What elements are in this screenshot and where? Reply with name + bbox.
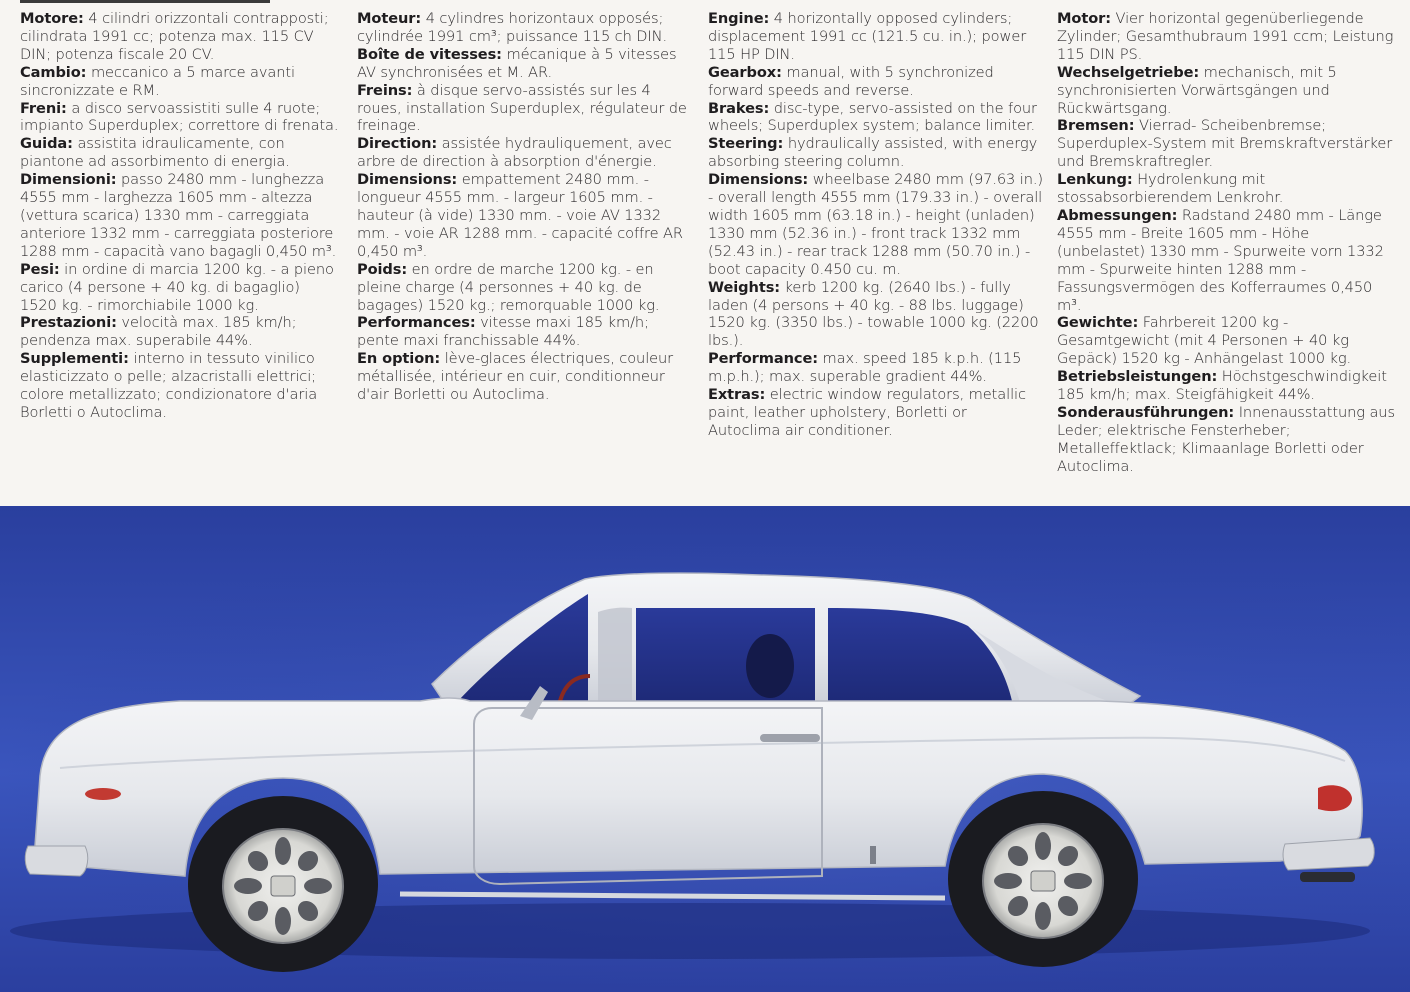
spec-text: 4 horizontally opposed cylinders; displacement 1991 cc (121.5 cu. in.); power 115 HP DIN. xyxy=(708,10,1027,63)
front-bumper xyxy=(25,846,88,876)
spec-text: Hydrolenkung mit stossabsorbierendem Lenkrohr. xyxy=(1057,171,1284,207)
spec-item xyxy=(20,135,340,171)
spec-text: meccanico a 5 marce avanti sincronizzate e RM. xyxy=(20,63,295,99)
spec-label: Supplementi: xyxy=(20,350,129,368)
spec-text: assistée hydrauliquement, avec arbre de direction à absorption d'énergie. xyxy=(357,135,672,171)
front-side-marker xyxy=(85,788,121,800)
top-rule xyxy=(20,0,270,3)
spec-text: vitesse maxi 185 km/h; pente maxi franchissable 44%. xyxy=(357,314,649,350)
spec-item xyxy=(1057,207,1397,314)
spec-item xyxy=(708,350,1043,386)
badge xyxy=(870,846,876,864)
spec-item xyxy=(20,314,340,350)
spec-item xyxy=(20,261,340,315)
spec-text: Fahrbereit 1200 kg - Gesamtgewicht (mit 4 Personen + 40 kg Gepäck) 1520 kg - Anhängelast 1000 kg. xyxy=(1057,314,1352,368)
spec-item xyxy=(708,64,1043,100)
spec-text: max. speed 185 k.p.h. (115 m.p.h.); max. superable gradient 44%. xyxy=(708,350,1022,386)
spec-text: mechanisch, mit 5 synchronisierten Vorwärtsgängen und Rückwärtsgang. xyxy=(1057,63,1337,117)
spec-text: Vier horizontal gegenüberliegende Zylinder; Gesamthubraum 1991 ccm; Leistung 115 DIN PS. xyxy=(1057,10,1394,63)
spec-label: Freins: xyxy=(357,81,413,99)
spec-text: empattement 2480 mm. - longueur 4555 mm. - largeur 1605 mm. - hauteur (à vide) 1330 mm. - voie AV 1332 mm. - voie AR 1288 mm. - capacité coffre AR 0,450 m³. xyxy=(357,171,683,260)
spec-label: Weights: xyxy=(708,278,781,296)
spec-text: mécanique à 5 vitesses AV synchronisées et M. AR. xyxy=(357,45,677,81)
spec-label: Gearbox: xyxy=(708,63,782,81)
spec-label: Sonderausführungen: xyxy=(1057,403,1235,421)
spec-text: manual, with 5 synchronized forward speeds and reverse. xyxy=(708,63,994,99)
spec-label: Performance: xyxy=(708,350,818,368)
spec-item xyxy=(357,10,687,46)
spec-label: Motor: xyxy=(1057,10,1111,27)
spec-item xyxy=(1057,10,1397,64)
spec-text: passo 2480 mm - lunghezza 4555 mm - larghezza 1605 mm - altezza (vettura scarica) 1330 mm - carreggiata anteriore 1332 mm - carreggiata posteriore 1288 mm - capacità vano bagagli 0,450 m³. xyxy=(20,171,337,260)
seat-headrest xyxy=(746,634,794,698)
spec-item xyxy=(357,135,687,171)
spec-text: kerb 1200 kg. (2640 lbs.) - fully laden (4 persons + 40 kg. - 88 lbs. luggage) 1520 kg. (3350 lbs.) - towable 1000 kg. (2200 lbs.). xyxy=(708,278,1039,350)
spec-label: Moteur: xyxy=(357,10,422,27)
spec-item xyxy=(1057,368,1397,404)
spec-text: hydraulically assisted, with energy absorbing steering column. xyxy=(708,135,1038,171)
spec-text: assistita idraulicamente, con piantone ad assorbimento di energia. xyxy=(20,135,290,171)
spec-text: Vierrad- Scheibenbremse; Superduplex-System mit Bremskraftverstärker und Bremskraftregler. xyxy=(1057,117,1393,171)
spec-label: Boîte de vitesses: xyxy=(357,45,502,63)
spec-label: Abmessungen: xyxy=(1057,206,1178,224)
spec-text: 4 cilindri orizzontali contrapposti; cilindrata 1991 cc; potenza max. 115 CV DIN; potenza fiscale 20 CV. xyxy=(20,10,329,63)
spec-item xyxy=(357,82,687,136)
spec-text: 4 cylindres horizontaux opposés; cylindrée 1991 cm³; puissance 115 ch DIN. xyxy=(357,10,667,45)
spec-column-german xyxy=(1057,10,1397,476)
spec-text: in ordine di marcia 1200 kg. - a pieno carico (4 persone + 40 kg. di bagaglio) 1520 kg. - rimorchiabile 1000 kg. xyxy=(20,260,334,314)
spec-label: Poids: xyxy=(357,260,408,278)
spec-label: Steering: xyxy=(708,135,784,153)
spec-item xyxy=(20,10,340,64)
spec-item xyxy=(1057,314,1397,368)
spec-label: Cambio: xyxy=(20,63,87,81)
spec-label: Dimensioni: xyxy=(20,171,117,189)
spec-item xyxy=(708,100,1043,136)
vent-window xyxy=(598,608,632,701)
car-illustration xyxy=(0,506,1410,992)
spec-item xyxy=(357,350,687,404)
spec-item xyxy=(708,10,1043,64)
door-handle xyxy=(760,734,820,742)
spec-item xyxy=(1057,117,1397,171)
spec-text: wheelbase 2480 mm (97.63 in.) - overall length 4555 mm (179.33 in.) - overall width 1605 mm (63.18 in.) - height (unladen) 1330 mm (52.36 in.) - front track 1332 mm (52.43 in.) - rear track 1288 mm (50.70 in.) - boot capacity 0.450 cu. m. xyxy=(708,171,1044,278)
specifications-section xyxy=(0,10,1410,480)
spec-text: Höchstgeschwindigkeit 185 km/h; max. Steigfähigkeit 44%. xyxy=(1057,368,1387,404)
spec-text: Innenausstattung aus Leder; elektrische Fensterheber; Metalleffektlack; Klimaanlage Borletti oder Autoclima. xyxy=(1057,403,1395,475)
spec-item xyxy=(708,386,1043,440)
spec-label: Lenkung: xyxy=(1057,171,1133,189)
spec-text: disc-type, servo-assisted on the four wheels; Superduplex system; balance limiter. xyxy=(708,99,1037,135)
spec-text: lève-glaces électriques, couleur métallisée, intérieur en cuir, conditionneur d'air Borletti ou Autoclima. xyxy=(357,350,674,404)
spec-label: Dimensions: xyxy=(708,171,809,189)
spec-text: electric window regulators, metallic paint, leather upholstery, Borletti or Autoclima air conditioner. xyxy=(708,386,1026,439)
spec-item xyxy=(1057,171,1397,207)
spec-text: a disco servoassistiti sulle 4 ruote; impianto Superduplex; correttore di frenata. xyxy=(20,99,339,135)
spec-label: Motore: xyxy=(20,10,84,27)
spec-label: Dimensions: xyxy=(357,171,458,189)
spec-label: Wechselgetriebe: xyxy=(1057,63,1200,81)
spec-label: Gewichte: xyxy=(1057,314,1139,332)
spec-item xyxy=(1057,64,1397,118)
spec-label: Engine: xyxy=(708,10,770,27)
spec-item xyxy=(20,171,340,261)
spec-item xyxy=(357,46,687,82)
spec-item xyxy=(357,261,687,315)
spec-item xyxy=(20,100,340,136)
car-photo xyxy=(0,506,1410,992)
spec-text: à disque servo-assistés sur les 4 roues, installation Superduplex, régulateur de freinage. xyxy=(357,81,687,135)
spec-label: Prestazioni: xyxy=(20,314,117,332)
spec-label: Brakes: xyxy=(708,99,770,117)
spec-text: velocità max. 185 km/h; pendenza max. superabile 44%. xyxy=(20,314,297,350)
spec-item xyxy=(357,171,687,261)
spec-item xyxy=(357,314,687,350)
spec-column-italian xyxy=(20,10,340,422)
spec-item xyxy=(708,279,1043,351)
spec-text: interno in tessuto vinilico elasticizzato o pelle; alzacristalli elettrici; colore metallizzato; condizionatore d'aria Borletti o Autoclima. xyxy=(20,350,318,421)
spec-item xyxy=(708,135,1043,171)
spec-label: Freni: xyxy=(20,99,67,117)
spec-item xyxy=(1057,404,1397,476)
rear-bumper xyxy=(1283,838,1374,870)
spec-item xyxy=(708,171,1043,278)
spec-label: Betriebsleistungen: xyxy=(1057,368,1218,386)
spec-label: Bremsen: xyxy=(1057,117,1135,135)
spec-text: en ordre de marche 1200 kg. - en pleine charge (4 personnes + 40 kg. de bagages) 1520 kg.; remorquable 1000 kg. xyxy=(357,260,660,314)
spec-column-english xyxy=(708,10,1043,440)
spec-item xyxy=(20,350,340,422)
exhaust xyxy=(1300,872,1355,882)
spec-item xyxy=(20,64,340,100)
spec-label: Direction: xyxy=(357,135,438,153)
spec-column-french xyxy=(357,10,687,404)
spec-label: Guida: xyxy=(20,135,73,153)
spec-label: Pesi: xyxy=(20,260,60,278)
spec-label: Extras: xyxy=(708,386,766,404)
spec-text: Radstand 2480 mm - Länge 4555 mm - Breite 1605 mm - Höhe (unbelastet) 1330 mm - Spurweite vorn 1332 mm - Spurweite hinten 1288 mm - Fassungsvermögen des Kofferraumes 0,450 m³. xyxy=(1057,206,1384,314)
spec-label: En option: xyxy=(357,350,441,368)
spec-label: Performances: xyxy=(357,314,476,332)
